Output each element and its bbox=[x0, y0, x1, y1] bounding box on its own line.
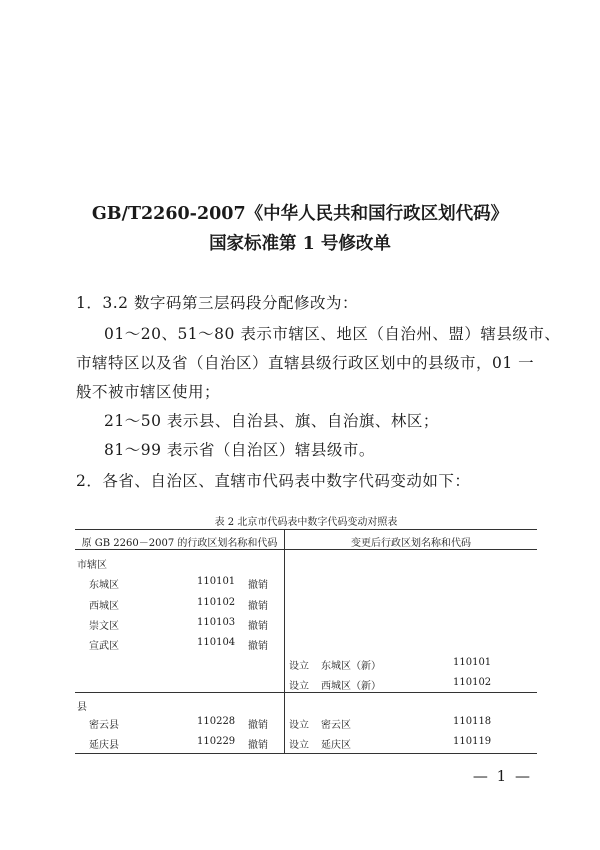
paragraph-1: 1．3.2 数字码第三层码段分配修改为： bbox=[76, 294, 358, 312]
new-district-name: 西城区（新） bbox=[321, 681, 381, 692]
new-district-code: 110102 bbox=[453, 677, 492, 688]
section-label-xian: 县 bbox=[77, 702, 87, 713]
old-district-name: 西城区 bbox=[89, 601, 119, 612]
paragraph-3: 市辖特区以及省（自治区）直辖县级行政区划中的县级市，01 一 bbox=[76, 354, 535, 372]
old-district-code: 110102 bbox=[197, 597, 236, 608]
old-district-name: 崇文区 bbox=[89, 621, 119, 632]
table-header-rule bbox=[75, 549, 537, 550]
new-district-name: 东城区（新） bbox=[321, 661, 381, 672]
paragraph-4: 般不被市辖区使用； bbox=[76, 383, 221, 401]
old-district-action: 撤销 bbox=[248, 621, 268, 632]
old-district-action: 撤销 bbox=[248, 720, 268, 731]
paragraph-2: 01～20、51～80 表示市辖区、地区（自治州、盟）辖县级市、 bbox=[104, 325, 561, 343]
table-column-divider bbox=[284, 530, 285, 753]
old-district-code: 110104 bbox=[197, 637, 236, 648]
old-district-code: 110101 bbox=[197, 576, 236, 587]
new-district-name: 延庆区 bbox=[321, 740, 351, 751]
old-district-code: 110229 bbox=[197, 736, 236, 747]
new-district-code: 110119 bbox=[453, 736, 492, 747]
document-title-line1: GB/T2260-2007《中华人民共和国行政区划代码》 bbox=[91, 204, 509, 224]
old-district-code: 110228 bbox=[197, 716, 236, 727]
new-district-action: 设立 bbox=[289, 681, 309, 692]
old-district-action: 撤销 bbox=[248, 601, 268, 612]
new-district-action: 设立 bbox=[289, 740, 309, 751]
table-top-rule bbox=[75, 529, 537, 530]
old-district-code: 110103 bbox=[197, 617, 236, 628]
section-label-shixiaqu: 市辖区 bbox=[77, 560, 107, 571]
paragraph-7: 2．各省、自治区、直辖市代码表中数字代码变动如下： bbox=[76, 472, 471, 490]
table-section-rule bbox=[75, 692, 537, 693]
old-district-action: 撤销 bbox=[248, 740, 268, 751]
table-bottom-rule bbox=[75, 753, 537, 754]
new-district-action: 设立 bbox=[289, 720, 309, 731]
new-district-name: 密云区 bbox=[321, 720, 351, 731]
old-district-action: 撤销 bbox=[248, 580, 268, 591]
old-district-name: 东城区 bbox=[89, 580, 119, 591]
new-district-code: 110118 bbox=[453, 716, 492, 727]
new-district-action: 设立 bbox=[289, 661, 309, 672]
old-district-name: 密云县 bbox=[89, 720, 119, 731]
page-number: — 1 — bbox=[472, 767, 532, 785]
new-district-code: 110101 bbox=[453, 657, 492, 668]
paragraph-5: 21～50 表示县、自治县、旗、自治旗、林区； bbox=[104, 412, 439, 430]
table-caption: 表 2 北京市代码表中数字代码变动对照表 bbox=[214, 517, 398, 528]
old-district-action: 撤销 bbox=[248, 641, 268, 652]
old-district-name: 宣武区 bbox=[89, 641, 119, 652]
paragraph-6: 81～99 表示省（自治区）辖县级市。 bbox=[104, 441, 375, 459]
table-header-right: 变更后行政区划名称和代码 bbox=[351, 538, 471, 549]
old-district-name: 延庆县 bbox=[89, 740, 119, 751]
document-title-line2: 国家标准第 1 号修改单 bbox=[209, 234, 391, 254]
table-header-left: 原 GB 2260－2007 的行政区划名称和代码 bbox=[81, 538, 278, 549]
